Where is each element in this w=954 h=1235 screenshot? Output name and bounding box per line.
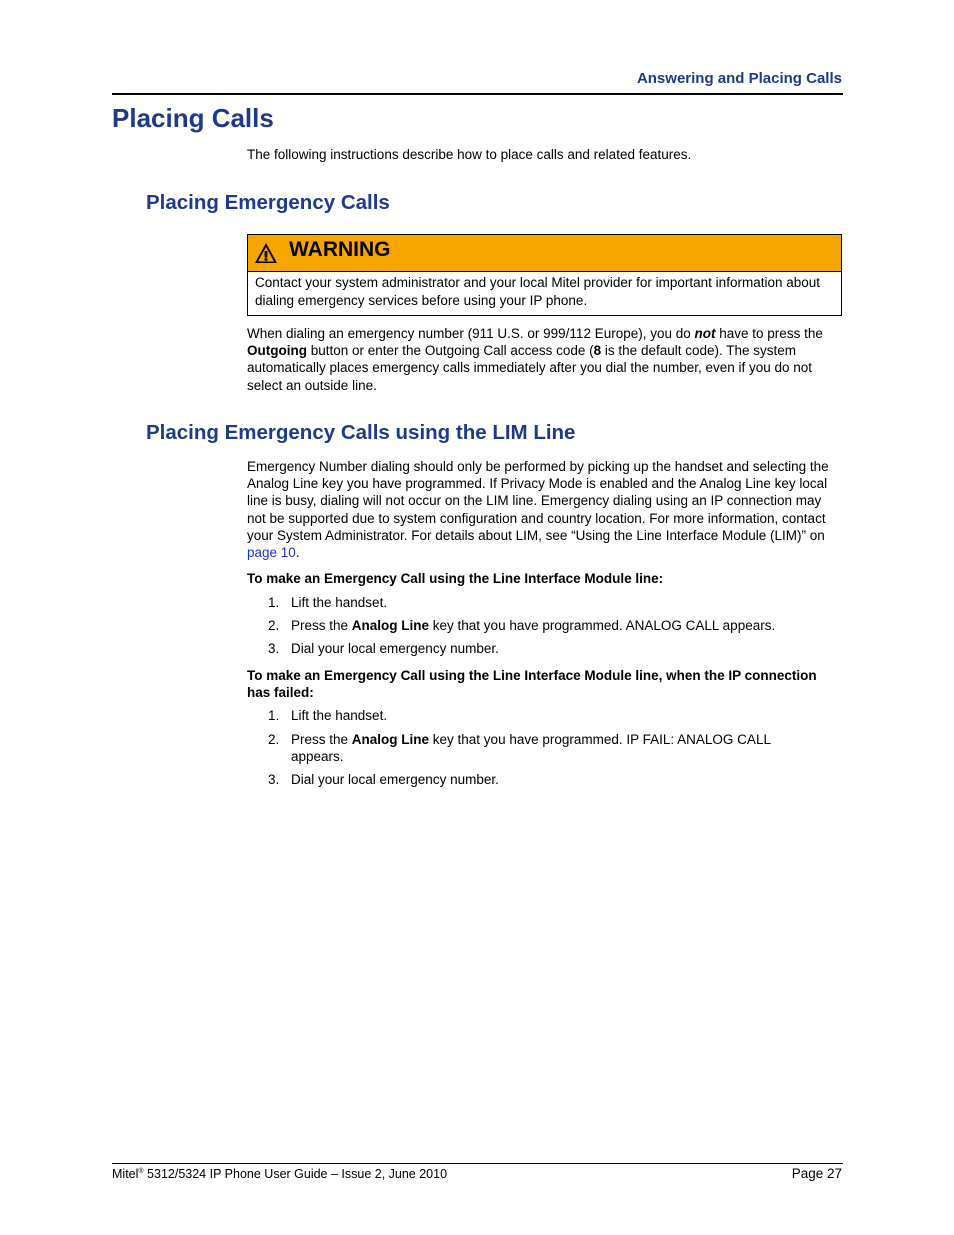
emergency-paragraph	[247, 325, 843, 394]
step-text-part: key that you have programmed. ANALOG CALL appears.	[429, 618, 776, 633]
warning-text: Contact your system administrator and your local Mitel provider for important information about dialing emergency services before using your IP phone.	[255, 275, 820, 308]
para-text: button or enter the Outgoing Call access code (	[306, 343, 594, 359]
section-heading-emergency: Placing Emergency Calls	[146, 191, 390, 214]
para-text: is the default code). The system automatically places emergency calls immediately after you dial the number, even if you do not select an outside line.	[247, 343, 813, 393]
step-text: Lift the handset.	[291, 595, 388, 610]
analog-line-key-term: Analog Line	[351, 618, 430, 633]
warning-title: WARNING	[289, 238, 391, 261]
warning-triangle-icon	[254, 242, 278, 264]
step-text-part: key that you have programmed. IP FAIL: ANALOG CALL appears.	[291, 732, 771, 765]
page-number: Page 27	[791, 1166, 842, 1181]
step-number: 2.	[268, 618, 280, 633]
para-text: Emergency Number dialing should only be performed by picking up the handset and selecting the Analog Line key you have programmed. If Privacy Mode is enabled and the Analog Line key local line is busy, dialing will not occur on the LIM line. Emergency dialing using an IP connection may not be supported due to system configuration and country location. For more information, contact your System Administrator. For details about LIM, see “Using the Line Interface Module (LIM)” on	[247, 459, 829, 543]
para-text: .	[295, 545, 300, 561]
para-text: have to press the	[715, 326, 823, 341]
emphasis-not: not	[694, 326, 716, 341]
step-number: 2.	[268, 732, 280, 747]
step-text-part: Press the	[291, 732, 352, 747]
footer-doc-info	[112, 1167, 447, 1181]
analog-line-key-term: Analog Line	[351, 732, 430, 747]
registered-mark: ®	[138, 1167, 144, 1175]
brand-name: Mitel	[112, 1167, 139, 1181]
step-text: Dial your local emergency number.	[291, 772, 499, 787]
section-heading-lim: Placing Emergency Calls using the LIM Line	[146, 421, 576, 444]
access-code: 8	[593, 343, 602, 359]
footer-rule	[112, 1163, 843, 1164]
step-number: 1.	[268, 708, 280, 723]
doc-title: 5312/5324 IP Phone User Guide – Issue 2, June 2010	[143, 1167, 448, 1181]
step-text: Dial your local emergency number.	[291, 641, 499, 656]
para-text: When dialing an emergency number (911 U.S. or 999/112 Europe), you do	[247, 326, 695, 341]
lim-paragraph	[247, 458, 843, 561]
running-header: Answering and Placing Calls	[636, 70, 842, 87]
step-number: 3.	[268, 641, 280, 656]
page-title: Placing Calls	[112, 103, 274, 133]
intro-text: The following instructions describe how to place calls and related features.	[247, 147, 692, 162]
step-text: Lift the handset.	[291, 708, 388, 723]
header-rule	[112, 93, 843, 95]
page-10-link[interactable]: page 10	[247, 545, 296, 561]
outgoing-term: Outgoing	[247, 343, 307, 359]
step-text	[291, 731, 796, 765]
step-number: 1.	[268, 595, 280, 610]
step-text	[291, 617, 811, 634]
procedure-heading-2: To make an Emergency Call using the Line Interface Module line, when the IP connection has failed:	[247, 668, 817, 700]
warning-header	[248, 235, 841, 272]
warning-box	[247, 234, 842, 316]
procedure-heading-1: To make an Emergency Call using the Line Interface Module line:	[247, 571, 664, 586]
step-text-part: Press the	[291, 618, 352, 633]
step-number: 3.	[268, 772, 280, 787]
